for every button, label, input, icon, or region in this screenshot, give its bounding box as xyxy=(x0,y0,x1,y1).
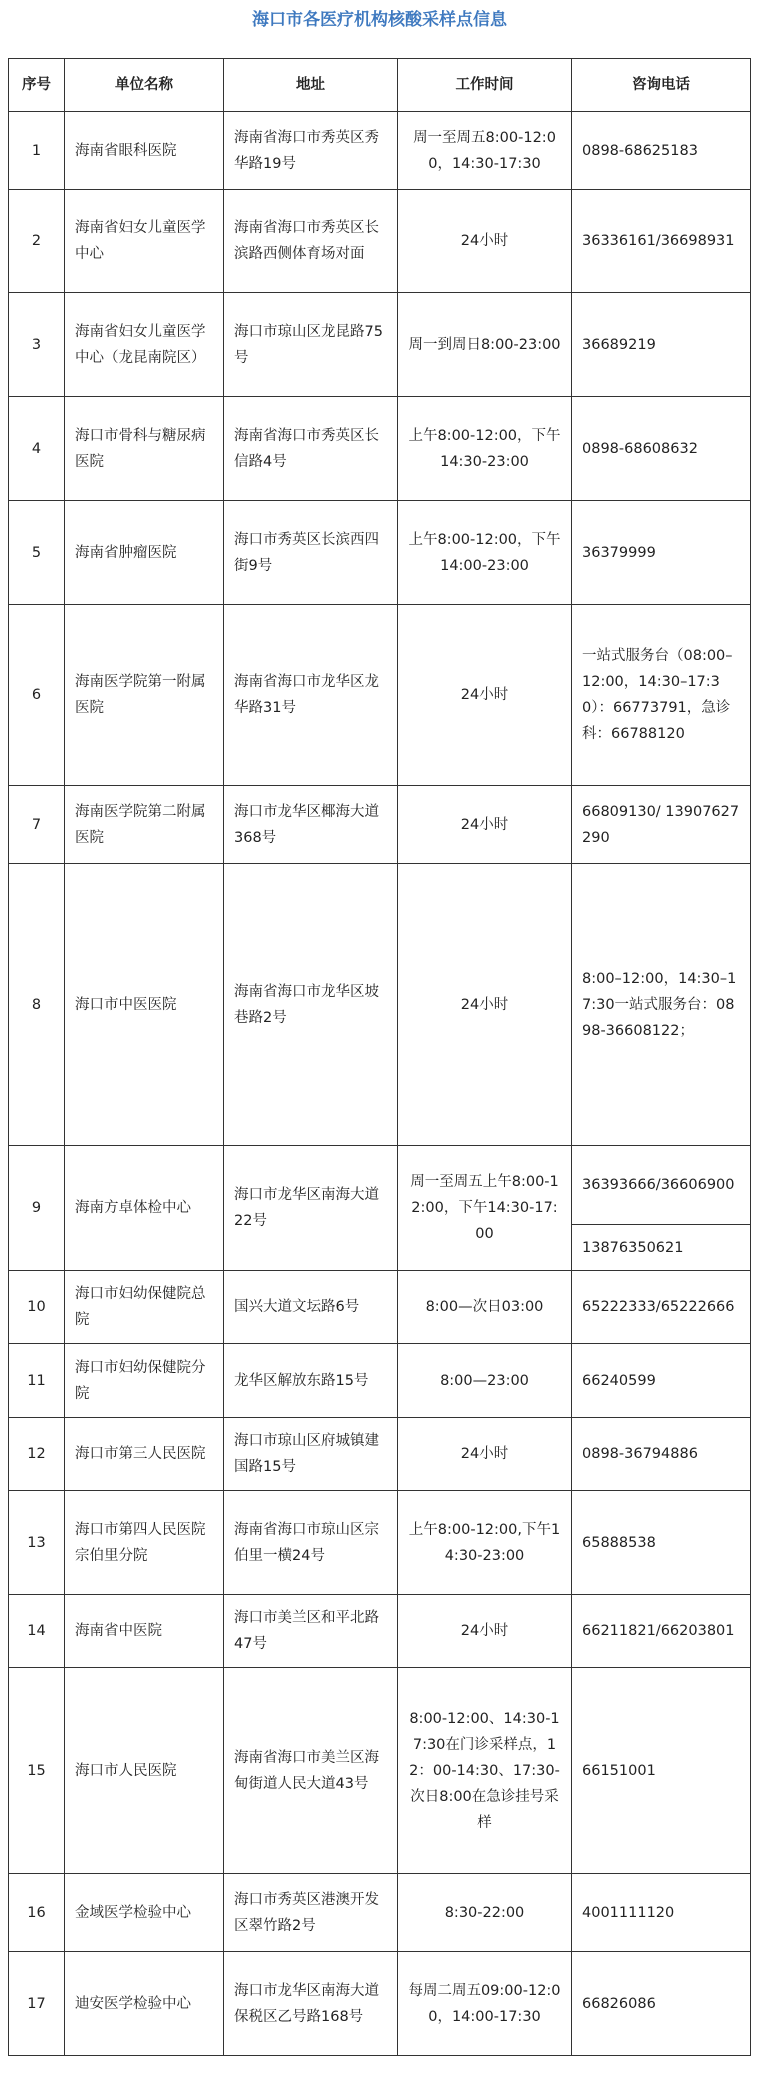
address: 海南省海口市琼山区宗伯里一横24号 xyxy=(224,1491,398,1595)
phone: 36689219 xyxy=(572,293,751,397)
table-row xyxy=(9,293,751,397)
phone: 36336161/36698931 xyxy=(572,190,751,293)
working-hours: 8:00—次日03:00 xyxy=(398,1271,572,1344)
unit-name: 海南省中医院 xyxy=(65,1595,224,1668)
phone: 36379999 xyxy=(572,501,751,605)
unit-name: 海南省眼科医院 xyxy=(65,112,224,190)
unit-name: 海口市人民医院 xyxy=(65,1668,224,1874)
unit-name: 海口市妇幼保健院分院 xyxy=(65,1344,224,1418)
row-number: 17 xyxy=(9,1952,65,2056)
row-number: 16 xyxy=(9,1874,65,1952)
working-hours: 周一到周日8:00-23:00 xyxy=(398,293,572,397)
unit-name: 海口市骨科与糖尿病医院 xyxy=(65,397,224,501)
address: 海口市龙华区南海大道22号 xyxy=(224,1146,398,1271)
working-hours: 8:00-12:00、14:30-17:30在门诊采样点，12：00-14:30、17:30-次日8:00在急诊挂号采样 xyxy=(398,1668,572,1874)
row-number: 12 xyxy=(9,1418,65,1491)
table-row xyxy=(9,1146,751,1225)
row-number: 7 xyxy=(9,786,65,864)
row-number: 14 xyxy=(9,1595,65,1668)
table-row xyxy=(9,1418,751,1491)
row-number: 3 xyxy=(9,293,65,397)
address: 海南省海口市秀英区秀华路19号 xyxy=(224,112,398,190)
phone: 8:00–12:00，14:30–17:30一站式服务台：0898-36608122； xyxy=(572,864,751,1146)
address: 国兴大道文坛路6号 xyxy=(224,1271,398,1344)
table-row xyxy=(9,112,751,190)
unit-name: 海口市第四人民医院宗伯里分院 xyxy=(65,1491,224,1595)
header-hours: 工作时间 xyxy=(398,59,572,112)
row-number: 2 xyxy=(9,190,65,293)
address: 海口市秀英区长滨西四街9号 xyxy=(224,501,398,605)
working-hours: 24小时 xyxy=(398,1595,572,1668)
working-hours: 24小时 xyxy=(398,605,572,786)
address: 海口市琼山区府城镇建国路15号 xyxy=(224,1418,398,1491)
address: 海南省海口市龙华区龙华路31号 xyxy=(224,605,398,786)
phone: 66151001 xyxy=(572,1668,751,1874)
table-row xyxy=(9,1344,751,1418)
working-hours: 8:00—23:00 xyxy=(398,1344,572,1418)
header-number: 序号 xyxy=(9,59,65,112)
working-hours: 周一至周五8:00-12:00，14:30-17:30 xyxy=(398,112,572,190)
table-row xyxy=(9,501,751,605)
phone: 66211821/66203801 xyxy=(572,1595,751,1668)
row-number: 5 xyxy=(9,501,65,605)
working-hours: 24小时 xyxy=(398,190,572,293)
row-number: 15 xyxy=(9,1668,65,1874)
table-row xyxy=(9,1271,751,1344)
row-number: 6 xyxy=(9,605,65,786)
header-address: 地址 xyxy=(224,59,398,112)
working-hours: 上午8:00-12:00，下午14:00-23:00 xyxy=(398,501,572,605)
unit-name: 海口市妇幼保健院总院 xyxy=(65,1271,224,1344)
phone: 65222333/65222666 xyxy=(572,1271,751,1344)
unit-name: 海南省肿瘤医院 xyxy=(65,501,224,605)
table-row xyxy=(9,190,751,293)
header-unit-name: 单位名称 xyxy=(65,59,224,112)
phone: 0898-36794886 xyxy=(572,1418,751,1491)
phone: 66809130/ 13907627290 xyxy=(572,786,751,864)
page-title: 海口市各医疗机构核酸采样点信息 xyxy=(252,10,507,30)
working-hours: 上午8:00-12:00，下午14:30-23:00 xyxy=(398,397,572,501)
address: 龙华区解放东路15号 xyxy=(224,1344,398,1418)
working-hours: 24小时 xyxy=(398,864,572,1146)
phone: 0898-68625183 xyxy=(572,112,751,190)
phone: 65888538 xyxy=(572,1491,751,1595)
address: 海口市琼山区龙昆路75号 xyxy=(224,293,398,397)
address: 海口市秀英区港澳开发区翠竹路2号 xyxy=(224,1874,398,1952)
table-row xyxy=(9,786,751,864)
table-header-row xyxy=(9,59,751,112)
row-number: 8 xyxy=(9,864,65,1146)
table-row xyxy=(9,1595,751,1668)
row-number: 4 xyxy=(9,397,65,501)
phone: 66240599 xyxy=(572,1344,751,1418)
address: 海南省海口市美兰区海甸街道人民大道43号 xyxy=(224,1668,398,1874)
address: 海口市美兰区和平北路47号 xyxy=(224,1595,398,1668)
unit-name: 海南医学院第二附属医院 xyxy=(65,786,224,864)
table-row xyxy=(9,1668,751,1874)
table-row xyxy=(9,1491,751,1595)
address: 海南省海口市秀英区长信路4号 xyxy=(224,397,398,501)
unit-name: 金域医学检验中心 xyxy=(65,1874,224,1952)
row-number: 9 xyxy=(9,1146,65,1271)
row-number: 11 xyxy=(9,1344,65,1418)
table-row xyxy=(9,1874,751,1952)
address: 海南省海口市秀英区长滨路西侧体育场对面 xyxy=(224,190,398,293)
unit-name: 海口市中医医院 xyxy=(65,864,224,1146)
phone: 66826086 xyxy=(572,1952,751,2056)
unit-name: 海南医学院第一附属医院 xyxy=(65,605,224,786)
phone: 0898-68608632 xyxy=(572,397,751,501)
row-number: 13 xyxy=(9,1491,65,1595)
table-row xyxy=(9,397,751,501)
row-number: 10 xyxy=(9,1271,65,1344)
address: 海口市龙华区椰海大道368号 xyxy=(224,786,398,864)
table-row xyxy=(9,605,751,786)
header-phone: 咨询电话 xyxy=(572,59,751,112)
working-hours: 8:30-22:00 xyxy=(398,1874,572,1952)
phone: 一站式服务台（08:00–12:00，14:30–17:30）：66773791，急诊科：66788120 xyxy=(572,605,751,786)
unit-name: 海南方卓体检中心 xyxy=(65,1146,224,1271)
unit-name: 迪安医学检验中心 xyxy=(65,1952,224,2056)
address: 海口市龙华区南海大道保税区乙号路168号 xyxy=(224,1952,398,2056)
unit-name: 海南省妇女儿童医学中心 xyxy=(65,190,224,293)
address: 海南省海口市龙华区坡巷路2号 xyxy=(224,864,398,1146)
phone: 36393666/36606900 xyxy=(572,1146,751,1225)
unit-name: 海南省妇女儿童医学中心（龙昆南院区） xyxy=(65,293,224,397)
table-row xyxy=(9,864,751,1146)
working-hours: 周一至周五上午8:00-12:00，下午14:30-17:00 xyxy=(398,1146,572,1271)
working-hours: 24小时 xyxy=(398,786,572,864)
sampling-sites-table xyxy=(8,58,751,2056)
table-row xyxy=(9,1952,751,2056)
row-number: 1 xyxy=(9,112,65,190)
phone-secondary: 13876350621 xyxy=(572,1225,751,1271)
unit-name: 海口市第三人民医院 xyxy=(65,1418,224,1491)
working-hours: 24小时 xyxy=(398,1418,572,1491)
working-hours: 每周二周五09:00-12:00，14:00-17:30 xyxy=(398,1952,572,2056)
phone: 4001111120 xyxy=(572,1874,751,1952)
working-hours: 上午8:00-12:00,下午14:30-23:00 xyxy=(398,1491,572,1595)
